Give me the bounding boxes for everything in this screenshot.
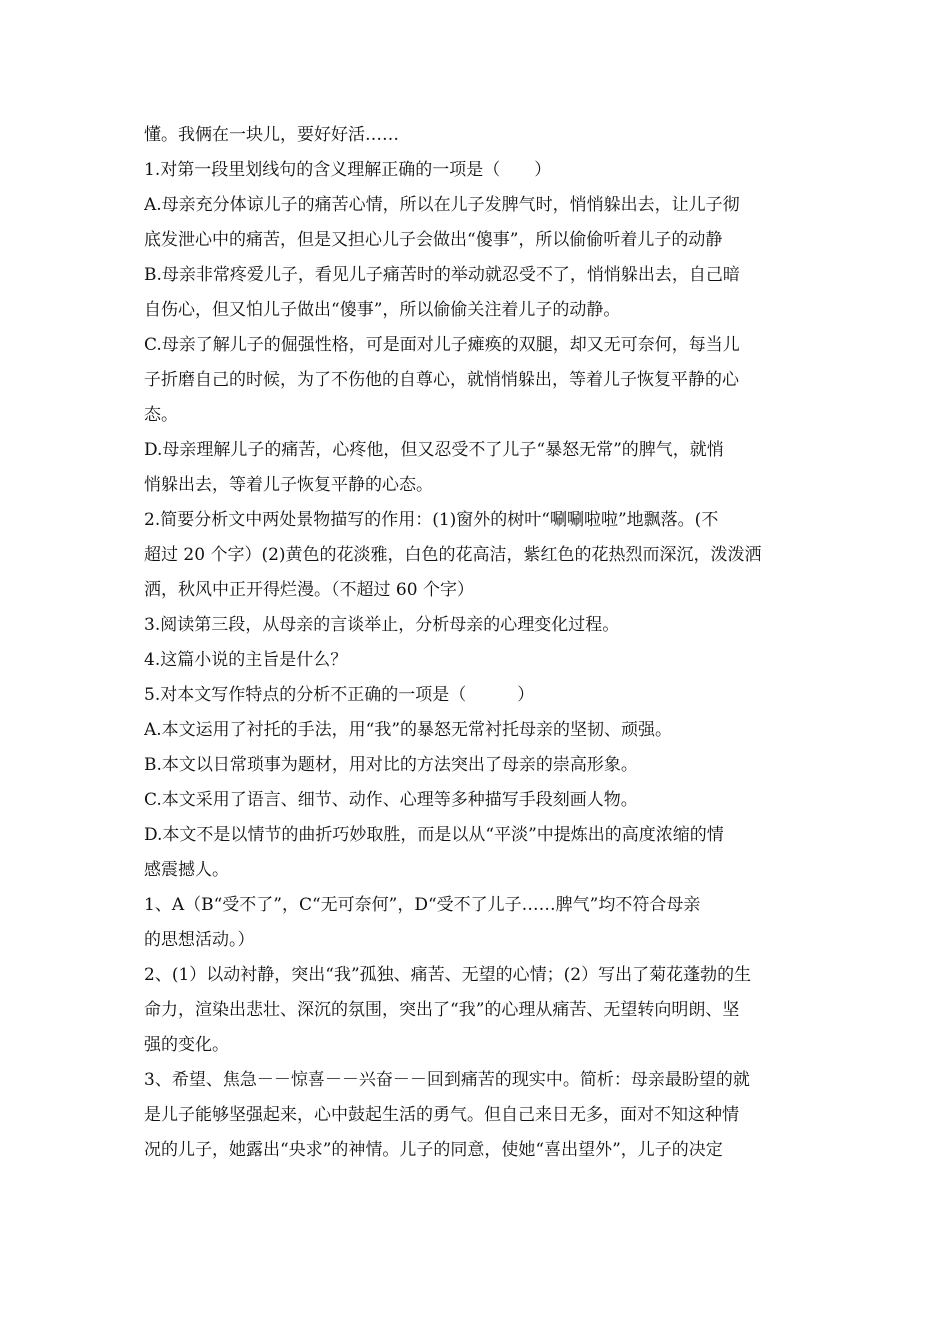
answer-2-line-1: 2、(1）以动衬静，突出“我”孤独、痛苦、无望的心情；(2）写出了菊花蓬勃的生 — [144, 965, 752, 985]
text-line: 懂。我俩在一块儿，要好好活…… — [144, 125, 399, 145]
question-1: 1.对第一段里划线句的含义理解正确的一项是（ ） — [144, 160, 552, 180]
question-4: 4.这篇小说的主旨是什么？ — [144, 650, 348, 670]
answer-1-line-2: 的思想活动。） — [144, 930, 255, 950]
option-d-line-2: 悄躲出去，等着儿子恢复平静的心态。 — [144, 475, 433, 495]
option-c-line-2: 子折磨自己的时候，为了不伤他的自尊心，就悄悄躲出，等着儿子恢复平静的心 — [144, 370, 739, 390]
q5-option-b: B.本文以日常琐事为题材，用对比的方法突出了母亲的崇高形象。 — [144, 755, 638, 775]
answer-3-line-2: 是儿子能够坚强起来，心中鼓起生活的勇气。但自己来日无多，面对不知这种情 — [144, 1105, 739, 1125]
q5-option-a: A.本文运用了衬托的手法，用“我”的暴怒无常衬托母亲的坚韧、顽强。 — [144, 720, 673, 740]
answer-2-line-2: 命力，渲染出悲壮、深沉的氛围，突出了“我”的心理从痛苦、无望转向明朗、坚 — [144, 1000, 740, 1020]
option-a-line-2: 底发泄心中的痛苦，但是又担心儿子会做出“傻事”，所以偷偷听着儿子的动静 — [144, 230, 723, 250]
question-2-line-1: 2.简要分析文中两处景物描写的作用：(1)窗外的树叶“唰唰啦啦”地飘落。(不 — [144, 510, 719, 530]
option-c-line-3: 态。 — [144, 405, 178, 425]
q5-option-d-line-2: 感震撼人。 — [144, 860, 229, 880]
question-2-line-2: 超过 20 个字）(2)黄色的花淡雅，白色的花高洁，紫红色的花热烈而深沉，泼泼洒 — [144, 545, 762, 565]
option-b-line-1: B.母亲非常疼爱儿子，看见儿子痛苦时的举动就忍受不了，悄悄躲出去，自己暗 — [144, 265, 740, 285]
answer-2-line-3: 强的变化。 — [144, 1035, 229, 1055]
question-2-line-3: 洒，秋风中正开得烂漫。（不超过 60 个字） — [144, 580, 474, 600]
q5-option-c: C.本文采用了语言、细节、动作、心理等多种描写手段刻画人物。 — [144, 790, 638, 810]
answer-3-line-3: 况的儿子，她露出“央求”的神情。儿子的同意，使她“喜出望外”，儿子的决定 — [144, 1140, 723, 1160]
option-c-line-1: C.母亲了解儿子的倔强性格，可是面对儿子瘫痪的双腿，却又无可奈何，每当儿 — [144, 335, 740, 355]
option-d-line-1: D.母亲理解儿子的痛苦，心疼他，但又忍受不了儿子“暴怒无常”的脾气，就悄 — [144, 440, 724, 460]
q5-option-d-line-1: D.本文不是以情节的曲折巧妙取胜，而是以从“平淡”中提炼出的高度浓缩的情 — [144, 825, 724, 845]
option-a-line-1: A.母亲充分体谅儿子的痛苦心情，所以在儿子发脾气时，悄悄躲出去，让儿子彻 — [144, 195, 740, 215]
document-body — [144, 118, 809, 1168]
question-3: 3.阅读第三段，从母亲的言谈举止，分析母亲的心理变化过程。 — [144, 615, 620, 635]
answer-3-line-1: 3、希望、焦急－－惊喜－－兴奋－－回到痛苦的现实中。简析：母亲最盼望的就 — [144, 1070, 750, 1090]
answer-1-line-1: 1、A（B“受不了”，C“无可奈何”，D“受不了儿子……脾气”均不符合母亲 — [144, 895, 701, 915]
option-b-line-2: 自伤心，但又怕儿子做出“傻事”，所以偷偷关注着儿子的动静。 — [144, 300, 621, 320]
question-5: 5.对本文写作特点的分析不正确的一项是（ ） — [144, 685, 535, 705]
